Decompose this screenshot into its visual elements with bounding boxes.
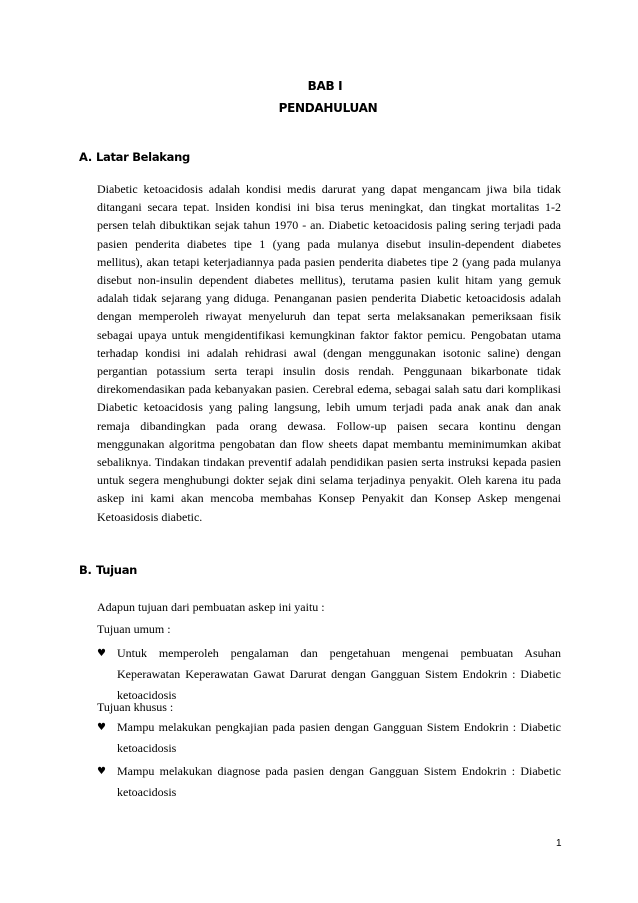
list-item [97,761,561,803]
section-a-paragraph: Diabetic ketoacidosis adalah kondisi medis darurat yang dapat mengancam jiwa bila tidak ditangani secara tepat. lnsiden kondisi ini bisa terus meningkat, dan tingkat mortalitas 1-2 persen telah dibuktikan sejak tahun 1970 - an. Diabetic ketoacidosis paling sering terjadi pada pasien penderita diabetes tipe 1 (yang pada mulanya disebut insulin-dependent diabetes mellitus), akan tetapi keterjadiannya pada pasien penderita diabetes tipe 2 (yang pada mulanya disebut non-insulin dependent diabetes mellitus), terutama pasien kulit hitam yang gemuk adalah tidak sejarang yang diduga. Penanganan pasien penderita Diabetic ketoacidosis adalah dengan memperoleh riwayat menyeluruh dan tepat serta melaksanakan pemeriksaan fisik sebagai upaya untuk mengidentifikasi kemungkinan faktor faktor pemicu. Pengobatan utama terhadap kondisi ini adalah rehidrasi awal (dengan menggunakan isotonic saline) dengan pergantian potassium serta terapi insulin dosis rendah. Penggunaan bikarbonate tidak direkomendasikan pada kebanyakan pasien. Cerebral edema, sebagai salah satu dari komplikasi Diabetic ketoacidosis yang paling langsung, lebih umum terjadi pada anak anak dan anak remaja dibandingkan pada orang dewasa. Follow-up paisen secara kontinu dengan menggunakan algoritma pengobatan dan flow sheets dapat membantu meminimumkan akibat sebaliknya. Tindakan tindakan preventif adalah pendidikan pasien serta instruksi kepada pasien untuk segera menghubungi dokter sejak dini selama terjadinya penyakit. Oleh karena itu pada askep ini kami akan mencoba membahas Konsep Penyakit dan Konsep Askep mengenai Ketoasidosis diabetic. [97,182,561,524]
chapter-number: BAB I [307,79,343,93]
section-a-letter: A. [79,150,92,164]
section-a-heading [79,150,190,164]
section-a-title: Latar Belakang [96,150,190,164]
chapter-title: PENDAHULUAN [278,101,378,115]
section-b-title: Tujuan [96,563,138,577]
list-item-text: Untuk memperoleh pengalaman dan pengetahuan mengenai pembuatan Asuhan Keperawatan Keperawatan Gawat Darurat dengan Gangguan Sistem Endokrin : Diabetic ketoacidosis [117,646,561,702]
section-b-intro: Adapun tujuan dari pembuatan askep ini yaitu : [97,600,325,614]
heart-bullet-icon: ♥ [97,648,106,659]
list-item-text: Mampu melakukan pengkajian pada pasien dengan Gangguan Sistem Endokrin : Diabetic ketoacidosis [117,720,561,755]
tujuan-khusus-label: Tujuan khusus : [97,700,174,714]
list-item-text: Mampu melakukan diagnose pada pasien dengan Gangguan Sistem Endokrin : Diabetic ketoacidosis [117,764,561,799]
page-number: 1 [556,838,562,849]
tujuan-umum-label: Tujuan umum : [97,622,171,636]
heart-bullet-icon: ♥ [97,722,106,733]
section-b-heading [79,563,137,577]
list-item [97,717,561,759]
section-b-letter: B. [79,563,92,577]
heart-bullet-icon: ♥ [97,766,106,777]
list-item [97,643,561,706]
